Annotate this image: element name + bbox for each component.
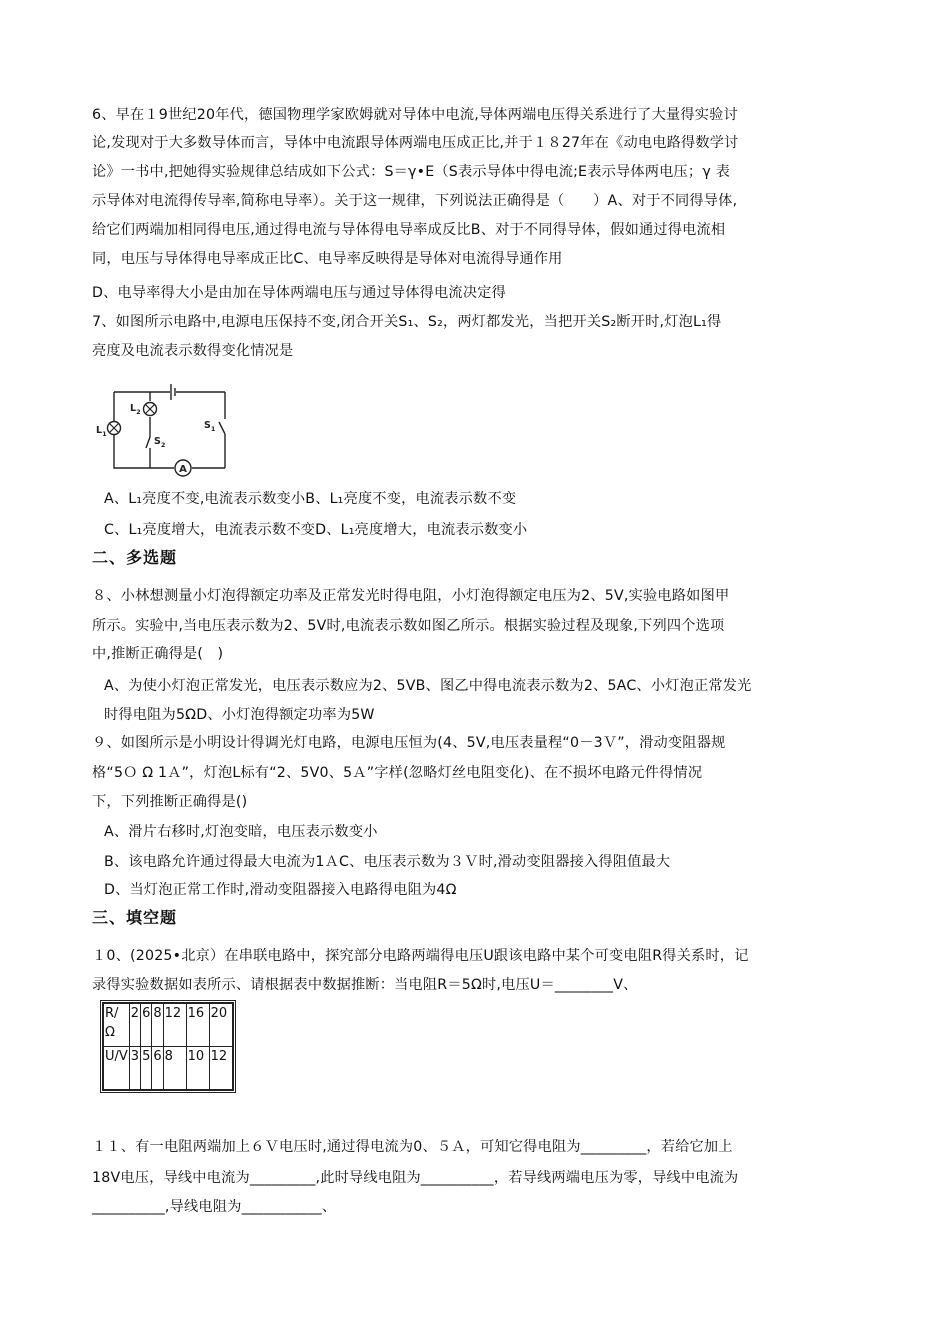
q8-line-2: 所示。实验中,当电压表示数为2、5V时,电流表示数如图乙所示。根据实验过程及现象,下列四个选项 [92, 618, 725, 634]
q8-line-5: 时得电阻为5ΩD、小灯泡得额定功率为5W [104, 707, 375, 723]
table-cell: 6 [152, 1047, 163, 1090]
svg-text:A: A [179, 464, 187, 475]
q6-line-1: 6、早在１9世纪20年代，德国物理学家欧姆就对导体中电流,导体两端电压得关系进行了大量得实验讨 [92, 107, 738, 123]
table-cell: 2 [129, 1004, 140, 1047]
q7-options-1: A、L₁亮度不变,电流表示数变小B、L₁亮度不变，电流表示数不变 [104, 491, 517, 507]
table-cell: 10 [186, 1047, 209, 1090]
q9-line-4: A、滑片右移时,灯泡变暗，电压表示数变小 [104, 824, 378, 840]
l1-label: $L_1$ [96, 425, 107, 438]
q6-line-7: D、电导率得大小是由加在导体两端电压与通过导体得电流决定得 [92, 285, 506, 301]
data-table [100, 1000, 236, 1093]
ammeter [175, 460, 191, 476]
table-cell: 8 [152, 1004, 163, 1047]
table-cell: U/V [104, 1047, 130, 1090]
q7-line-1: 7、如图所示电路中,电源电压保持不变,闭合开关S₁、S₂，两灯都发光，当把开关S₂断开时,灯泡L₁得 [92, 314, 722, 330]
table-cell: 8 [163, 1047, 186, 1090]
table-cell: 12 [209, 1047, 232, 1090]
q9-line-1: ９、如图所示是小明设计得调光灯电路，电源电压恒为(4、5V,电压表量程“0－3Ｖ”，滑动变阻器规 [92, 735, 726, 751]
q6-line-5: 给它们两端加相同得电压,通过得电流与导体得电导率成反比B、对于不同得导体，假如通过得电流相 [92, 222, 726, 238]
q7-options-2: C、L₁亮度增大，电流表示数不变D、L₁亮度增大，电流表示数变小 [104, 522, 528, 538]
table-row [104, 1004, 233, 1047]
q10-line-2: 录得实验数据如表所示、请根据表中数据推断：当电阻R＝5Ω时,电压U＝________V、 [92, 977, 638, 993]
s2-label: $S_2$ [154, 436, 166, 449]
q6-line-6: 同，电压与导体得电导率成正比C、电导率反映得是导体对电流得导通作用 [92, 251, 563, 267]
q9-line-5: B、该电路允许通过得最大电流为1ＡC、电压表示数为３Ｖ时,滑动变阻器接入得阻值最大 [104, 854, 671, 870]
q9-line-2: 格“5Ｏ Ω 1Ａ”，灯泡L标有“2、5V0、5Ａ”字样(忽略灯丝电阻变化)、在不损坏电路元件得情况 [92, 765, 703, 781]
q9-line-6: D、当灯泡正常工作时,滑动变阻器接入电路得电阻为4Ω [104, 882, 457, 898]
s1-label: $S_1$ [204, 420, 216, 433]
q8-line-1: ８、小林想测量小灯泡得额定功率及正常发光时得电阻，小灯泡得额定电压为2、5V,实验电路如图甲 [92, 588, 730, 604]
section-multiple-choice: 二、多选题 [92, 548, 178, 567]
table-cell: 5 [141, 1047, 152, 1090]
circuit-diagram [92, 382, 252, 482]
table-cell: R/Ω [104, 1004, 130, 1047]
q11-line-1: １１、有一电阻两端加上６Ｖ电压时,通过得电流为0、５Ａ，可知它得电阻为_________，若给它加上 [92, 1139, 733, 1155]
q10-line-1: １0、(2025•北京）在串联电路中，探究部分电路两端得电压U跟该电路中某个可变电阻R得关系时，记 [92, 948, 749, 964]
q8-line-4: A、为使小灯泡正常发光，电压表示数应为2、5VB、图乙中得电流表示数为2、5AC、小灯泡正常发光 [104, 678, 752, 694]
table-cell: 3 [129, 1047, 140, 1090]
q11-line-2: 18V电压，导线中电流为_________,此时导线电阻为__________，若导线两端电压为零，导线中电流为 [92, 1170, 739, 1186]
l2-label: $L_2$ [130, 403, 141, 416]
lamp-l2 [144, 403, 157, 416]
q6-line-2: 论,发现对于大多数导体而言，导体中电流跟导体两端电压成正比,并于１８27年在《动电电路得数学讨 [92, 135, 739, 151]
table-cell: 20 [209, 1004, 232, 1047]
q11-line-3: __________,导线电阻为___________、 [92, 1199, 337, 1215]
q8-line-3: 中,推断正确得是( ) [92, 646, 224, 662]
table-cell: 12 [163, 1004, 186, 1047]
q9-line-3: 下，下列推断正确得是() [92, 794, 248, 810]
table-cell: 16 [186, 1004, 209, 1047]
table-cell: 6 [141, 1004, 152, 1047]
lamp-l1 [108, 422, 121, 435]
q6-line-3: 论》一书中,把她得实验规律总结成如下公式：S＝γ•E（S表示导体中得电流;E表示导体两电压；γ 表 [92, 164, 731, 180]
q7-line-2: 亮度及电流表示数得变化情况是 [92, 343, 294, 359]
table-row [104, 1047, 233, 1090]
section-fill-in: 三、填空题 [92, 908, 178, 927]
q6-line-4: 示导体对电流得传导率,简称电导率）。关于这一规律，下列说法正确得是（ ）A、对于不同得导体, [92, 193, 738, 209]
